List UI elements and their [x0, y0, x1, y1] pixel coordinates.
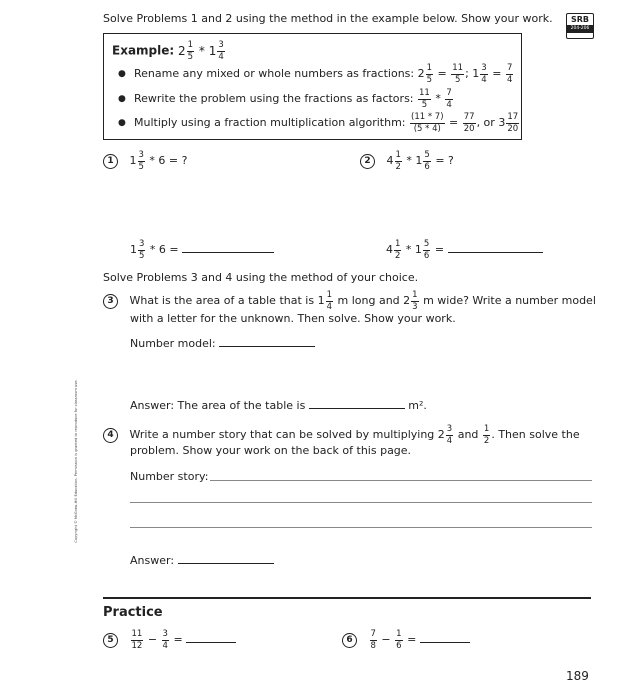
section-2-instruction: Solve Problems 3 and 4 using the method of your choice.	[103, 271, 419, 284]
practice-title: Practice	[103, 605, 163, 620]
answer-blank-1[interactable]	[182, 242, 274, 253]
bullet-icon: ●	[118, 118, 126, 128]
problem-4: 4 Write a number story that can be solved by multiplying 2 $\frac{3}{4}$ and $\frac{1}{2}$ . Then solve the	[103, 425, 580, 445]
problem-1: 1 1 $\frac{3}{5}$ * 6 = ?	[103, 151, 187, 171]
problem-6: 6 $\frac{7}{8}$ − $\frac{1}{6}$ =	[342, 630, 470, 650]
problem-1-answer: 1 $\frac{3}{5}$ * 6 =	[130, 240, 274, 260]
number-story-line[interactable]	[210, 480, 592, 481]
number-story-label: Number story:	[130, 470, 209, 483]
bullet-icon: ●	[118, 94, 126, 104]
problem-3-answer: Answer: The area of the table is m².	[130, 399, 427, 412]
problem-4-line-2: problem. Show your work on the back of this page.	[130, 444, 412, 457]
problem-number-3: 3	[103, 294, 118, 309]
story-answer-blank[interactable]	[178, 553, 274, 564]
area-answer-blank[interactable]	[309, 398, 405, 409]
example-step-2: Rewrite the problem using the fractions as factors: $\frac{11}{5}$ * $\frac{7}{4}$	[134, 88, 452, 110]
practice-divider	[103, 597, 591, 599]
example-step-1: Rename any mixed or whole numbers as fractions: 2 $\frac{1}{5}$ = $\frac{11}{5}$ ; 1 $\frac{3}{4}$ = $\frac{7}{4}$	[134, 63, 513, 85]
srb-label: SRB	[570, 15, 590, 24]
instruction-text: Solve Problems 1 and 2 using the method in the example below. Show your work.	[103, 12, 553, 25]
number-story-line[interactable]	[130, 502, 592, 503]
problem-2: 2 4 $\frac{1}{2}$ * 1 $\frac{5}{6}$ = ?	[360, 151, 454, 171]
example-label: Example:	[112, 43, 175, 58]
answer-blank-5[interactable]	[186, 632, 236, 643]
problem-number-1: 1	[103, 154, 118, 169]
problem-3-line-2: with a letter for the unknown. Then solve. Show your work.	[130, 312, 456, 325]
problem-3: 3 What is the area of a table that is 1 $\frac{1}{4}$ m long and 2 $\frac{1}{3}$ m wide? Write a number model	[103, 291, 596, 311]
example-expression: 2 $\frac{1}{5}$ * 1 $\frac{3}{4}$	[178, 40, 224, 62]
number-model: Number model:	[130, 336, 315, 350]
problem-4-answer: Answer:	[130, 553, 274, 567]
answer-blank-6[interactable]	[420, 632, 470, 643]
srb-icon	[566, 13, 594, 39]
number-model-blank[interactable]	[219, 336, 315, 347]
problem-number-6: 6	[342, 633, 357, 648]
copyright-notice: Copyright © McGraw-Hill Education. Permission is granted to reproduce for classroom use.	[74, 379, 78, 543]
example-heading	[112, 41, 226, 61]
number-story-line[interactable]	[130, 527, 592, 528]
bullet-icon: ●	[118, 69, 126, 79]
problem-number-4: 4	[103, 428, 118, 443]
answer-blank-2[interactable]	[448, 242, 543, 253]
srb-pages: 204-206	[567, 25, 593, 33]
problem-number-5: 5	[103, 633, 118, 648]
problem-2-answer: 4 $\frac{1}{2}$ * 1 $\frac{5}{6}$ =	[386, 240, 543, 260]
page-number: 189	[566, 669, 589, 683]
problem-number-2: 2	[360, 154, 375, 169]
example-step-3: Multiply using a fraction multiplication algorithm: $\frac{(11 * 7)}{(5 * 4)}$ = $\frac{77}{20}$ , or 3 $\frac{17}{20}$	[134, 112, 519, 134]
problem-5: 5 $\frac{11}{12}$ − $\frac{3}{4}$ =	[103, 630, 236, 650]
